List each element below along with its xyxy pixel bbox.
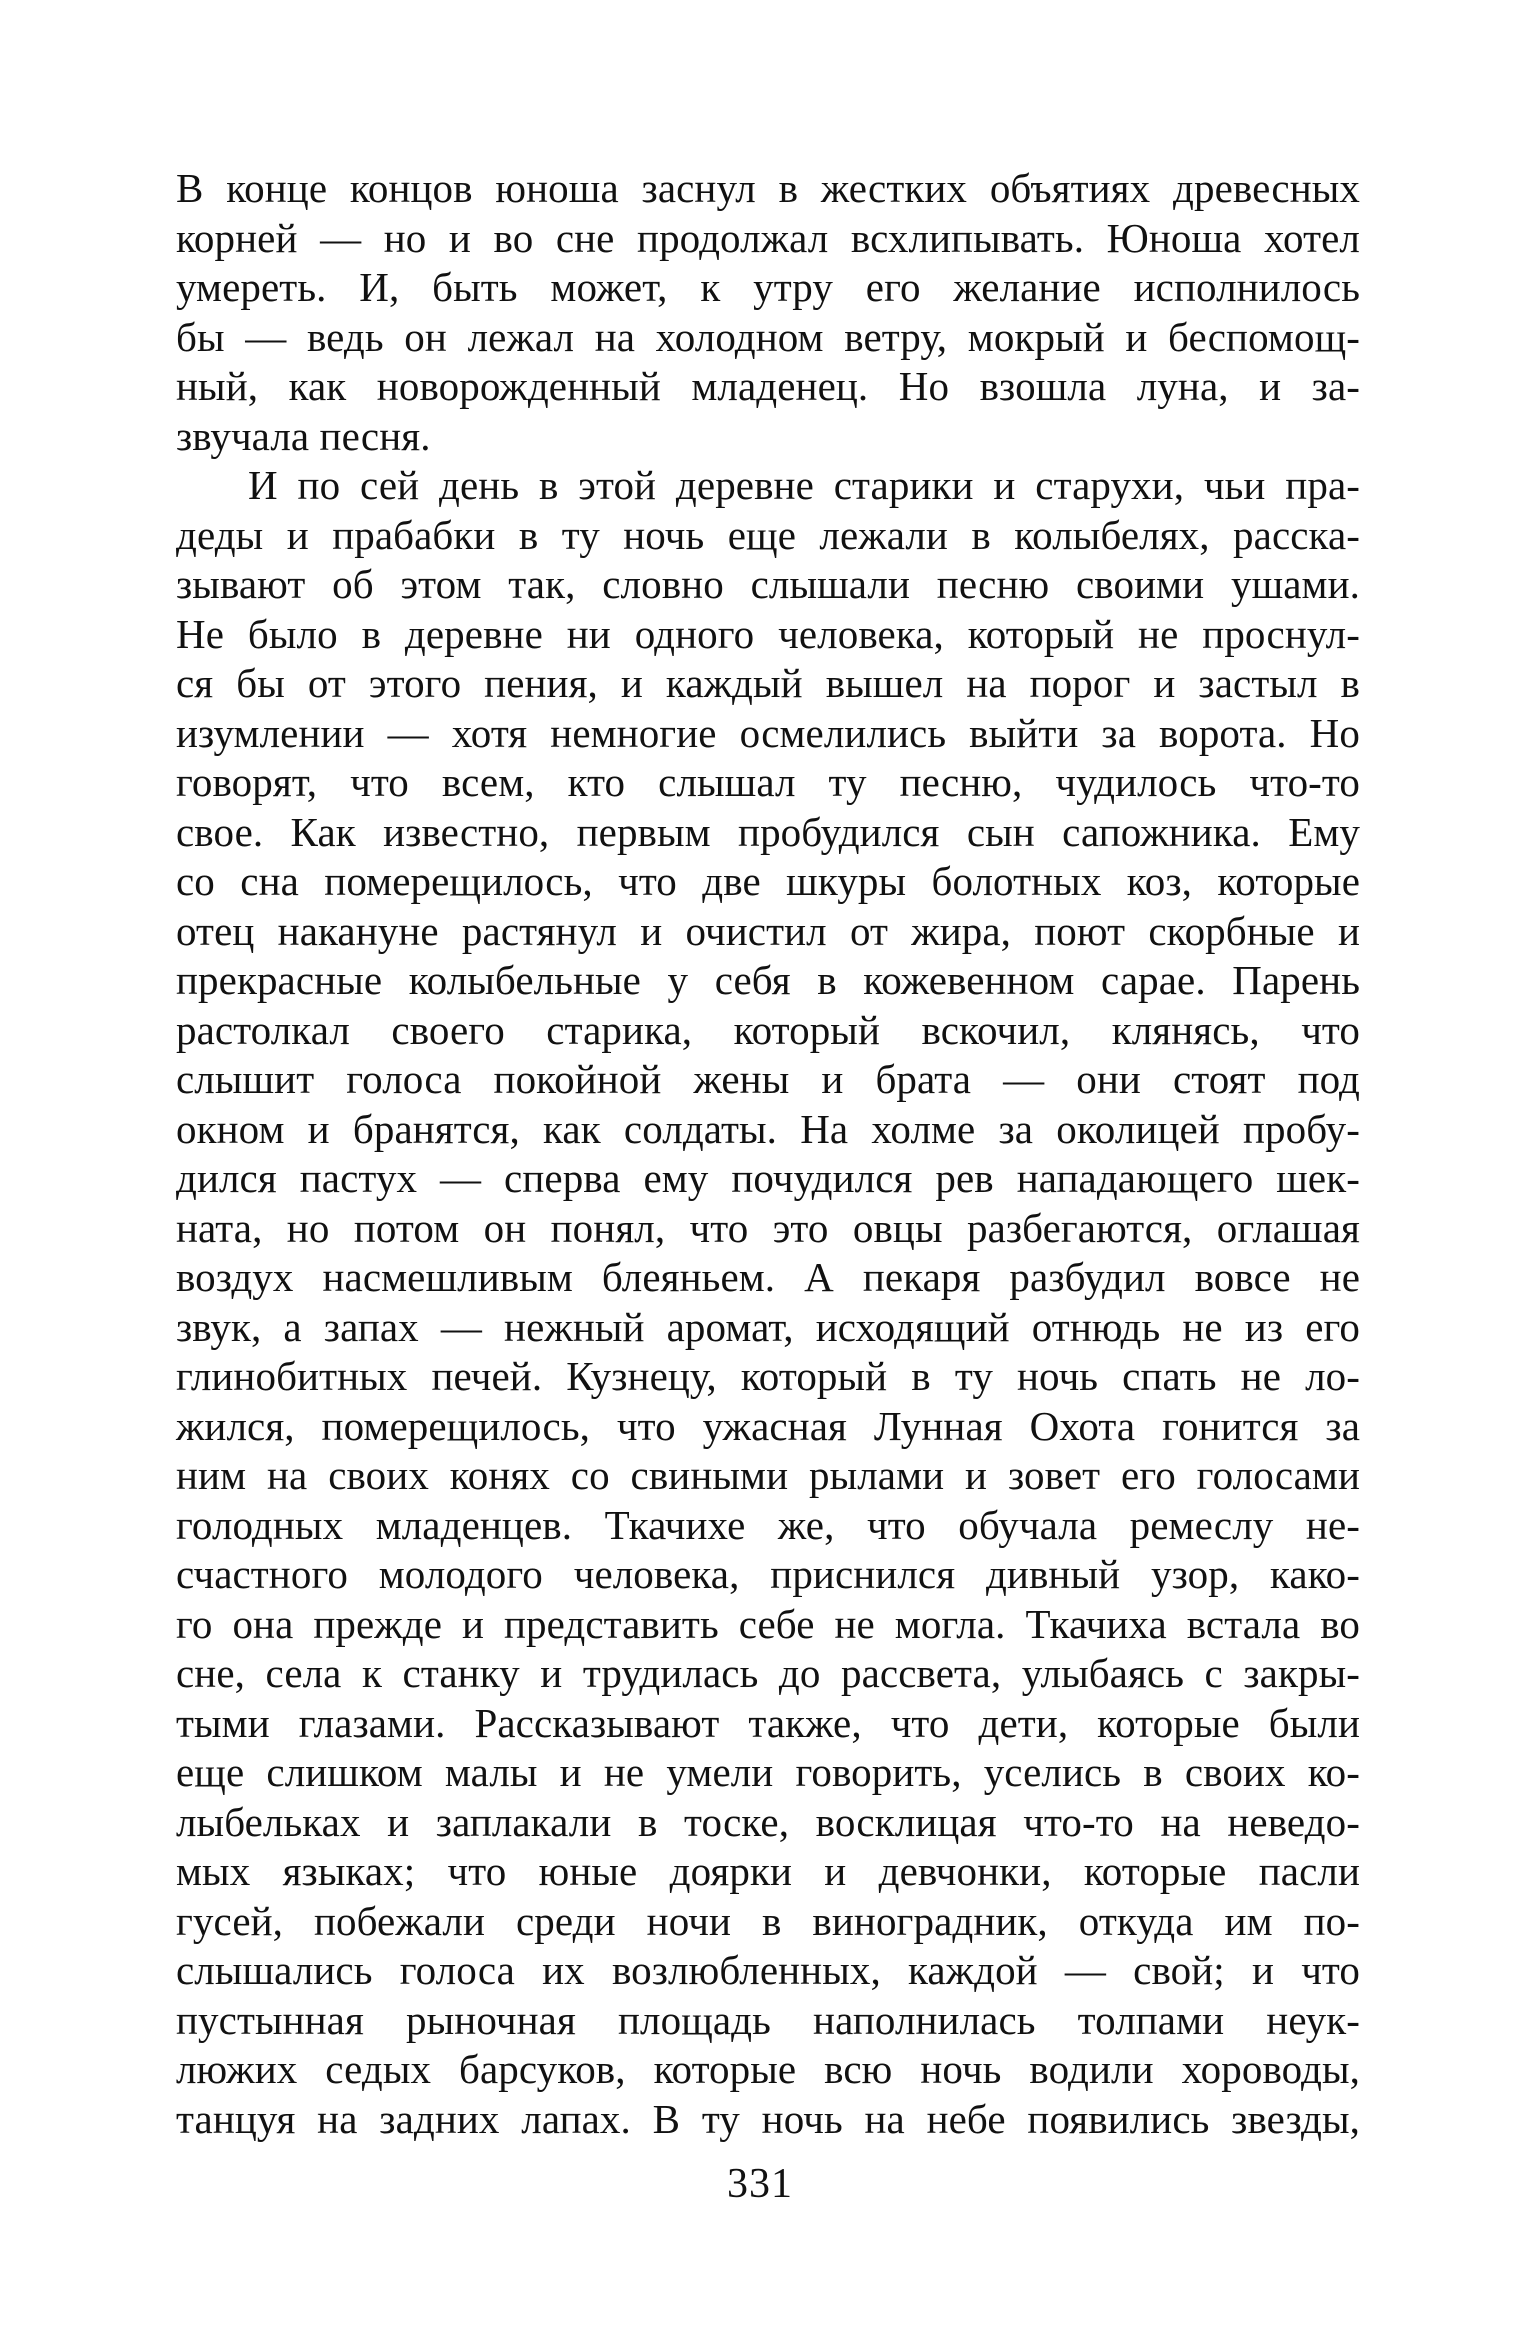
text-line: корней — но и во сне продолжал всхлипывать. Юноша хотел <box>176 214 1360 261</box>
text-line: со сна померещилось, что две шкуры болотных коз, которые <box>176 858 1360 904</box>
text-line: деды и прабабки в ту ночь еще лежали в колыбелях, расска- <box>176 511 1360 558</box>
text-line: слышит голоса покойной жены и брата — они стоят под <box>176 1056 1360 1102</box>
text-line: ната, но потом он понял, что это овцы разбегаются, оглашая <box>176 1204 1360 1251</box>
paragraph <box>176 164 1360 461</box>
text-line: бы — ведь он лежал на холодном ветру, мокрый и беспомощ- <box>176 313 1360 360</box>
page-number: 331 <box>727 2161 793 2207</box>
text-line: И по сей день в этой деревне старики и старухи, чьи пра- <box>248 462 1360 508</box>
text-line: глинобитных печей. Кузнецу, который в ту ночь спать не ло- <box>176 1353 1360 1399</box>
text-line: жился, померещилось, что ужасная Лунная Охота гонится за <box>176 1402 1360 1449</box>
text-line: лыбельках и заплакали в тоске, восклицая что-то на неведо- <box>176 1798 1360 1845</box>
text-line: зывают об этом так, словно слышали песню своими ушами. <box>176 561 1360 607</box>
text-line: танцуя на задних лапах. В ту ночь на небе появились звезды, <box>176 2095 1360 2142</box>
text-line: звук, а запах — нежный аромат, исходящий отнюдь не из его <box>176 1303 1360 1350</box>
text-line: растолкал своего старика, который вскочил, клянясь, что <box>176 1006 1360 1053</box>
text-line: еще слишком малы и не умели говорить, уселись в своих ко- <box>176 1749 1360 1795</box>
text-line: мых языках; что юные доярки и девчонки, которые пасли <box>176 1848 1360 1894</box>
text-line: ним на своих конях со свиными рылами и зовет его голосами <box>176 1452 1360 1498</box>
paragraph <box>176 461 1360 2144</box>
text-line: тыми глазами. Рассказывают также, что дети, которые были <box>176 1699 1360 1746</box>
text-line: воздух насмешливым блеяньем. А пекаря разбудил вовсе не <box>176 1254 1360 1300</box>
text-line: сне, села к станку и трудилась до рассвета, улыбаясь с закры- <box>176 1650 1360 1696</box>
text-line: В конце концов юноша заснул в жестких объятиях древесных <box>176 165 1360 211</box>
text-line: умереть. И, быть может, к утру его желание исполнилось <box>176 264 1360 310</box>
text-line: пустынная рыночная площадь наполнилась толпами неук- <box>176 1996 1360 2043</box>
text-line: Не было в деревне ни одного человека, который не проснул- <box>176 610 1360 657</box>
text-line: ся бы от этого пения, и каждый вышел на порог и застыл в <box>176 660 1360 706</box>
text-line: голодных младенцев. Ткачихе же, что обучала ремеслу не- <box>176 1501 1360 1548</box>
text-line: гусей, побежали среди ночи в виноградник, откуда им по- <box>176 1897 1360 1944</box>
text-line: изумлении — хотя немногие осмелились выйти за ворота. Но <box>176 709 1360 756</box>
text-line: го она прежде и представить себе не могла. Ткачиха встала во <box>176 1600 1360 1647</box>
text-line: люжих седых барсуков, которые всю ночь водили хороводы, <box>176 2046 1360 2092</box>
text-line: ный, как новорожденный младенец. Но взошла луна, и за- <box>176 363 1360 409</box>
body-text <box>176 164 1360 2144</box>
text-line: звучала песня. <box>176 412 431 459</box>
text-line: счастного молодого человека, приснился дивный узор, како- <box>176 1551 1360 1597</box>
text-line: окном и бранятся, как солдаты. На холме за околицей пробу- <box>176 1105 1360 1152</box>
text-line: прекрасные колыбельные у себя в кожевенном сарае. Парень <box>176 957 1360 1003</box>
text-line: свое. Как известно, первым пробудился сын сапожника. Ему <box>176 808 1360 855</box>
text-line: отец накануне растянул и очистил от жира, поют скорбные и <box>176 907 1360 954</box>
text-line: слышались голоса их возлюбленных, каждой — свой; и что <box>176 1947 1360 1993</box>
text-line: говорят, что всем, кто слышал ту песню, чудилось что-то <box>176 759 1360 805</box>
text-line: дился пастух — сперва ему почудился рев нападающего шек- <box>176 1155 1360 1201</box>
